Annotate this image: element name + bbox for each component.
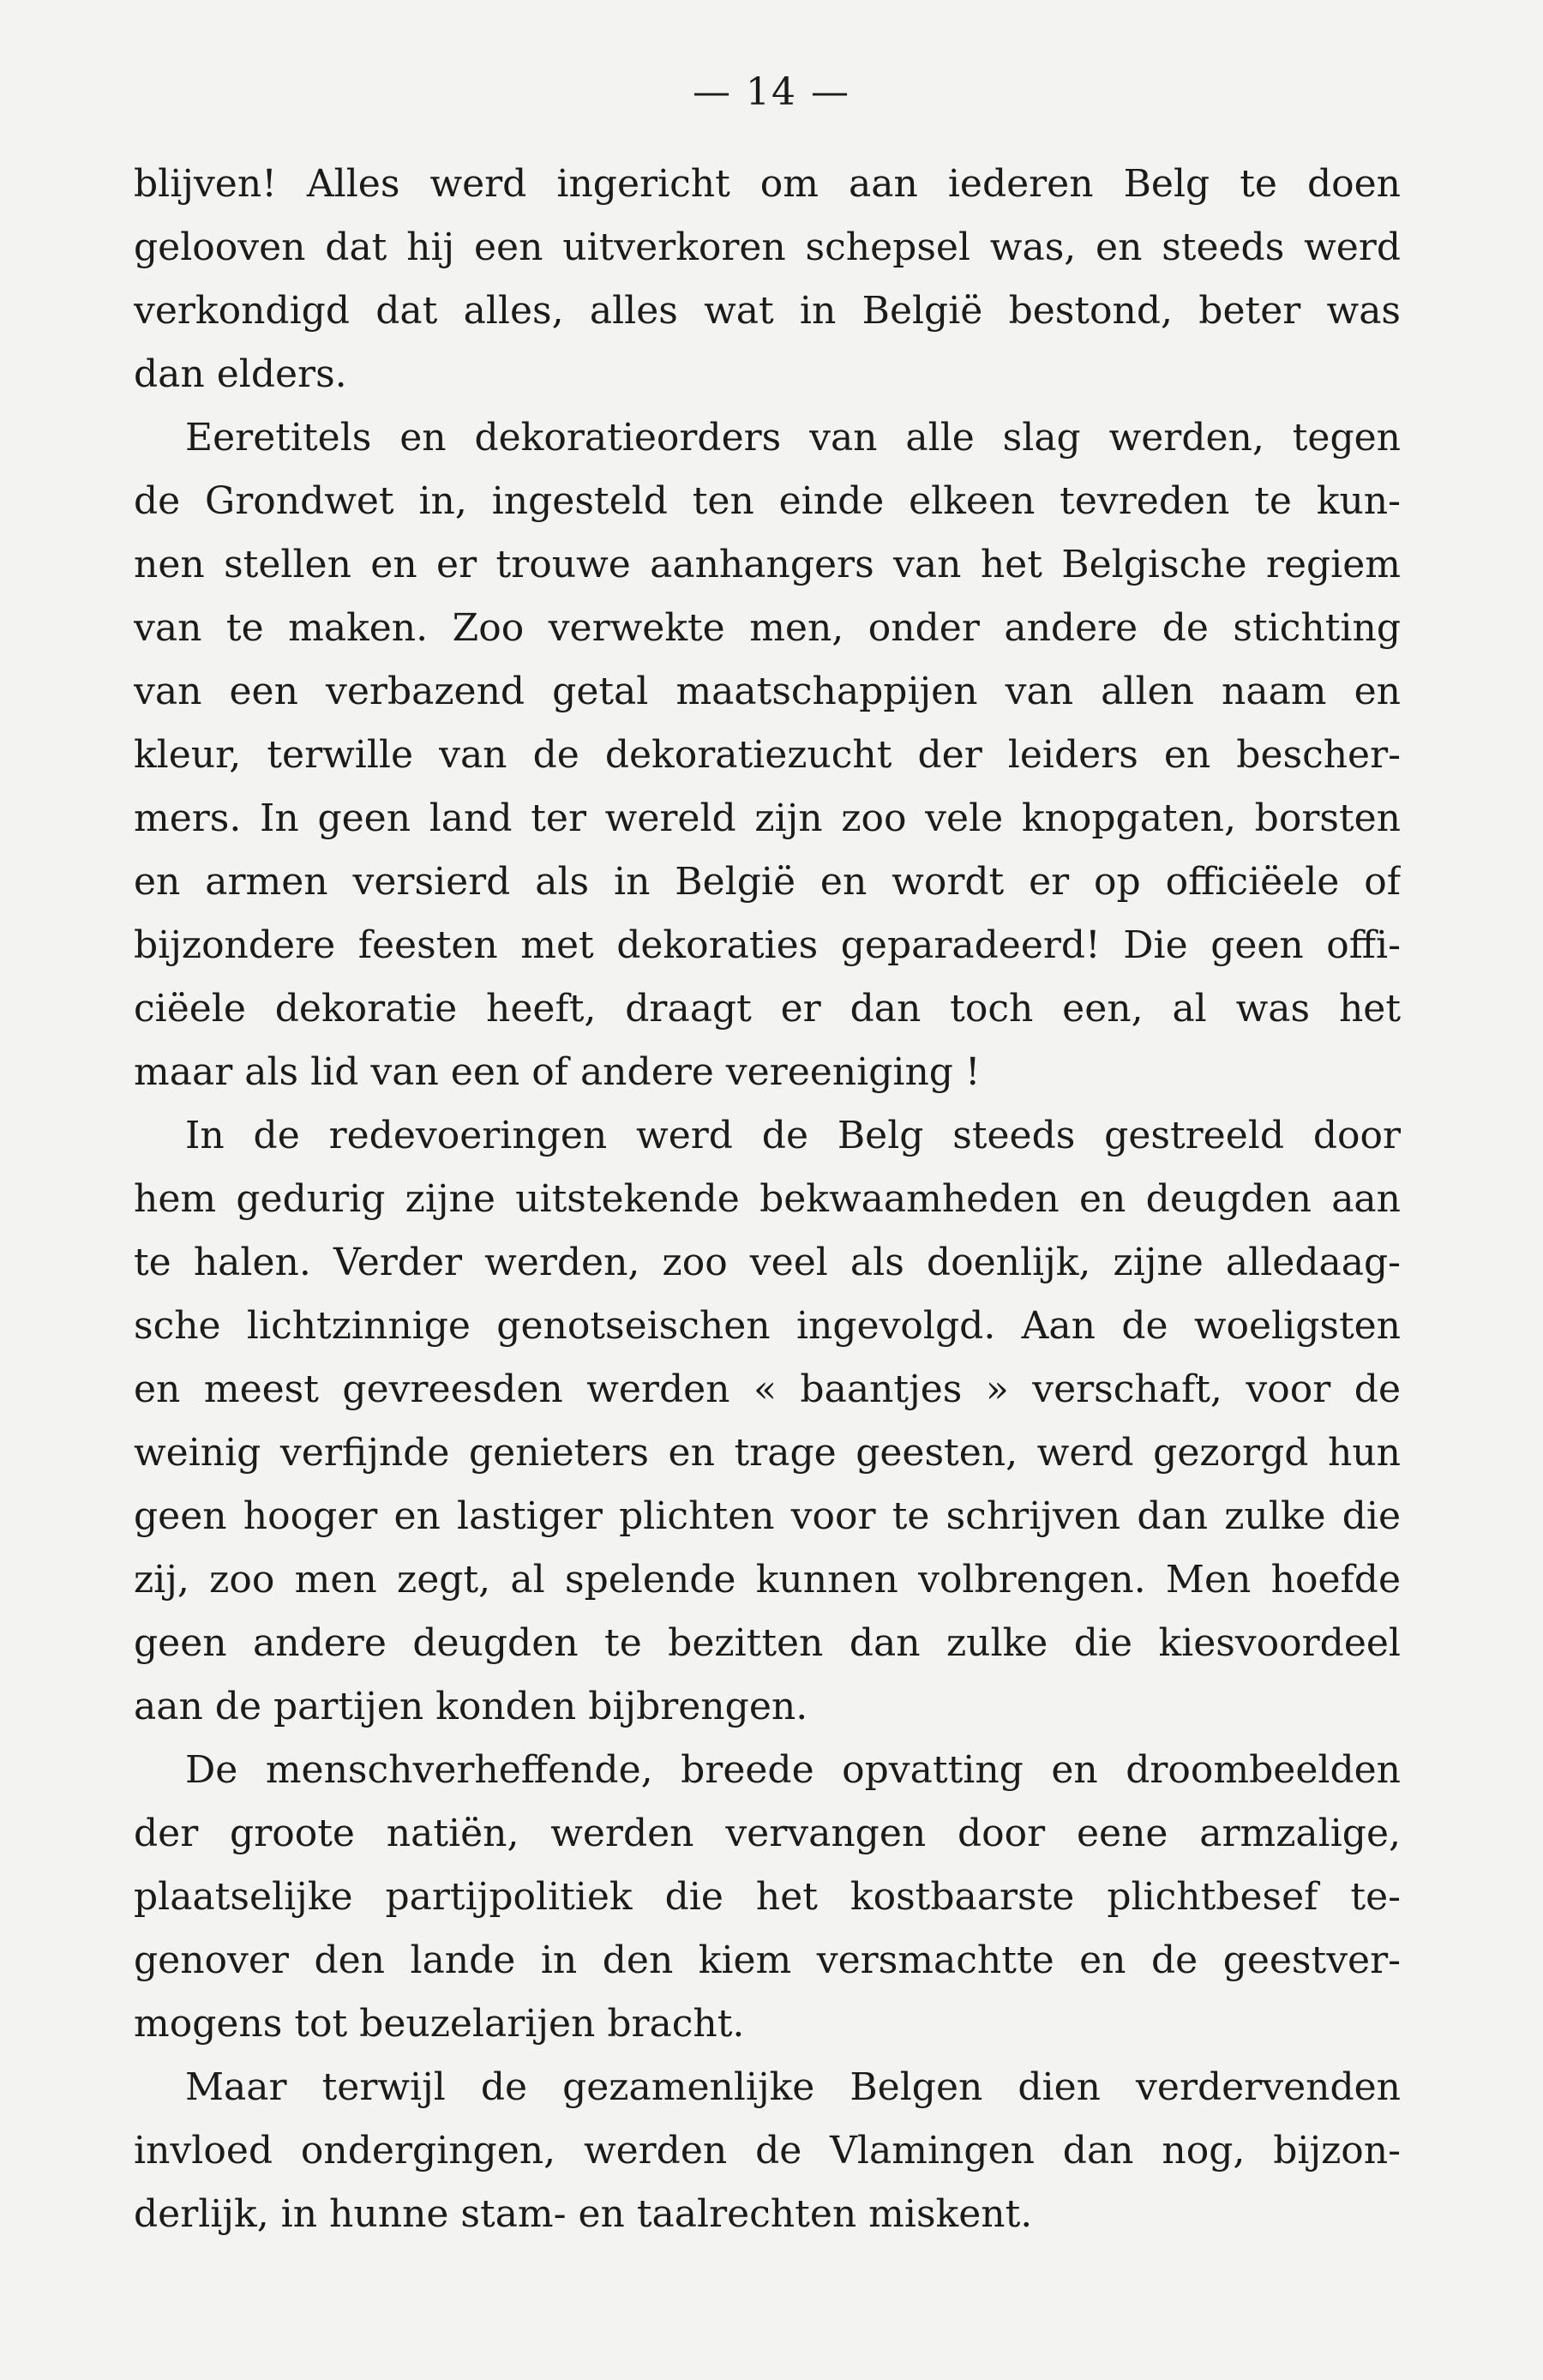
text-line: genover den lande in den kiem versmachtte en de geestver- [134,1938,1401,1982]
text-line: mers. In geen land ter wereld zijn zoo vele knopgaten, borsten [134,796,1401,840]
text-line: en armen versierd als in België en wordt er op officiëele of [134,860,1401,904]
text-line: van te maken. Zoo verwekte men, onder andere de stichting [134,606,1401,650]
body-text [134,153,1401,2246]
text-line: te halen. Verder werden, zoo veel als doenlijk, zijne alledaag- [134,1241,1401,1284]
text-line: weinig verfijnde genieters en trage geesten, werd gezorgd hun [134,1431,1401,1475]
text-line: hem gedurig zijne uitstekende bekwaamheden en deugden aan [134,1177,1401,1221]
text-line: nen stellen en er trouwe aanhangers van het Belgische regiem [134,543,1401,586]
text-line: dan elders. [134,352,347,396]
text-line: aan de partijen konden bijbrengen. [134,1685,808,1728]
text-line: verkondigd dat alles, alles wat in België bestond, beter was [134,289,1401,333]
text-line: invloed ondergingen, werden de Vlamingen dan nog, bijzon- [134,2129,1401,2173]
text-line: Maar terwijl de gezamenlijke Belgen dien verdervenden [185,2065,1401,2109]
text-line: gelooven dat hij een uitverkoren schepsel was, en steeds werd [134,225,1401,269]
text-line: sche lichtzinnige genotseischen ingevolgd. Aan de woeligsten [134,1304,1401,1348]
text-line: zij, zoo men zegt, al spelende kunnen volbrengen. Men hoefde [134,1558,1401,1602]
text-line: geen andere deugden te bezitten dan zulke die kiesvoordeel [134,1621,1401,1665]
text-line: de Grondwet in, ingesteld ten einde elkeen tevreden te kun- [134,479,1401,523]
text-line: derlijk, in hunne stam- en taalrechten miskent. [134,2192,1033,2236]
text-line: der groote natiën, werden vervangen door eene armzalige, [134,1812,1401,1855]
text-line: mogens tot beuzelarijen bracht. [134,2002,745,2046]
text-line: ciëele dekoratie heeft, draagt er dan toch een, al was het [134,987,1401,1031]
text-line: De menschverheffende, breede opvatting en droombeelden [185,1748,1401,1792]
text-line: blijven! Alles werd ingericht om aan iederen Belg te doen [134,162,1401,206]
text-line: en meest gevreesden werden « baantjes » verschaft, voor de [134,1367,1401,1411]
text-line: maar als lid van een of andere vereeniging ! [134,1050,981,1094]
text-line: van een verbazend getal maatschappijen van allen naam en [134,670,1401,713]
page-number: — 14 — [693,70,850,114]
text-line: plaatselijke partijpolitiek die het kostbaarste plichtbesef te- [134,1875,1401,1919]
text-line: Eeretitels en dekoratieorders van alle slag werden, tegen [185,416,1401,460]
text-line: In de redevoeringen werd de Belg steeds gestreeld door [185,1114,1401,1157]
text-line: bijzondere feesten met dekoraties geparadeerd! Die geen offi- [134,923,1401,967]
text-line: kleur, terwille van de dekoratiezucht der leiders en bescher- [134,733,1401,777]
text-line: geen hooger en lastiger plichten voor te schrijven dan zulke die [134,1494,1401,1538]
